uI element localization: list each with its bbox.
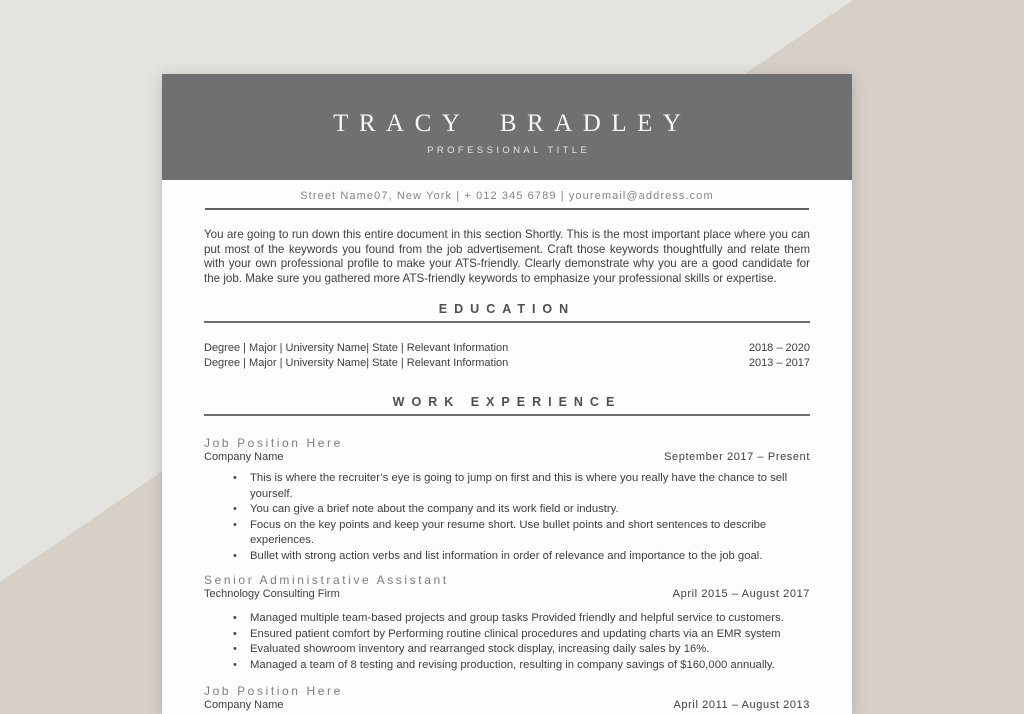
education-list bbox=[204, 341, 810, 370]
job-meta-row bbox=[204, 587, 810, 601]
job-bullet: • This is where the recruiter’s eye is going to jump on first and this is where you really have the chance to sell yourself. bbox=[204, 471, 810, 502]
work-experience-heading-label: WORK EXPERIENCE bbox=[392, 395, 622, 410]
job-dates: April 2011 – August 2013 bbox=[673, 699, 810, 712]
candidate-name: TRACY BRADLEY bbox=[333, 110, 692, 137]
job-meta-row bbox=[204, 698, 810, 712]
resume-body bbox=[162, 228, 852, 712]
job-dates: September 2017 – Present bbox=[664, 451, 810, 464]
job-entry bbox=[204, 573, 810, 673]
job-title: Senior Administrative Assistant bbox=[204, 573, 449, 588]
job-bullet: • Managed a team of 8 testing and revising production, resulting in company savings of $160,000 annually. bbox=[204, 658, 810, 674]
job-bullet: • Managed multiple team-based projects and group tasks Provided friendly and helpful service to customers. bbox=[204, 611, 810, 627]
work-experience-section-heading bbox=[204, 393, 810, 416]
job-bullet-list bbox=[204, 611, 810, 673]
education-entry-detail: Degree | Major | University Name| State | Relevant Information bbox=[204, 342, 509, 355]
education-entry bbox=[204, 356, 810, 371]
job-bullet-list bbox=[204, 471, 810, 564]
education-heading-label: EDUCATION bbox=[438, 302, 576, 317]
education-entry-detail: Degree | Major | University Name| State | Relevant Information bbox=[204, 356, 509, 369]
resume-header-band bbox=[162, 74, 852, 180]
contact-line: Street Name07, New York | + 012 345 6789 | youremail@address.com bbox=[300, 190, 714, 202]
education-entry bbox=[204, 341, 810, 356]
job-entry bbox=[204, 684, 810, 712]
job-title: Job Position Here bbox=[204, 436, 343, 451]
contact-divider bbox=[205, 208, 809, 210]
job-dates: April 2015 – August 2017 bbox=[672, 588, 810, 601]
job-bullet: • Focus on the key points and keep your resume short. Use bullet points and short sentences to describe experiences. bbox=[204, 518, 810, 549]
job-bullet: • Bullet with strong action verbs and list information in order of relevance and importance to the job goal. bbox=[204, 549, 810, 565]
job-company: Company Name bbox=[204, 451, 284, 464]
job-company: Company Name bbox=[204, 699, 284, 712]
summary-paragraph: You are going to run down this entire document in this section Shortly. This is the most important place where you can put most of the keywords you found from the job advertisement. Craft those keywords thoughtfully and relate them with your own professional profile to make your ATS-friendly. Clearly demonstrate why you are a good candidate for the job. Make sure you gathered more ATS-friendly keywords to emphasize your professional skills or expertise. bbox=[204, 228, 810, 285]
education-entry-dates: 2018 – 2020 bbox=[748, 342, 810, 355]
job-entry bbox=[204, 436, 810, 564]
professional-title: PROFESSIONAL TITLE bbox=[427, 145, 591, 156]
job-meta-row bbox=[204, 450, 810, 464]
job-bullet: • Evaluated showroom inventory and rearranged stock display, increasing daily sales by 16%. bbox=[204, 642, 810, 658]
job-bullet: • Ensured patient comfort by Performing routine clinical procedures and updating charts via an EMR system bbox=[204, 627, 810, 643]
education-section-heading bbox=[204, 300, 810, 323]
job-company: Technology Consulting Firm bbox=[204, 588, 340, 601]
job-bullet: • You can give a brief note about the company and its work field or industry. bbox=[204, 502, 810, 518]
job-title: Job Position Here bbox=[204, 684, 343, 699]
education-entry-dates: 2013 – 2017 bbox=[748, 356, 810, 369]
resume-page bbox=[162, 74, 852, 714]
